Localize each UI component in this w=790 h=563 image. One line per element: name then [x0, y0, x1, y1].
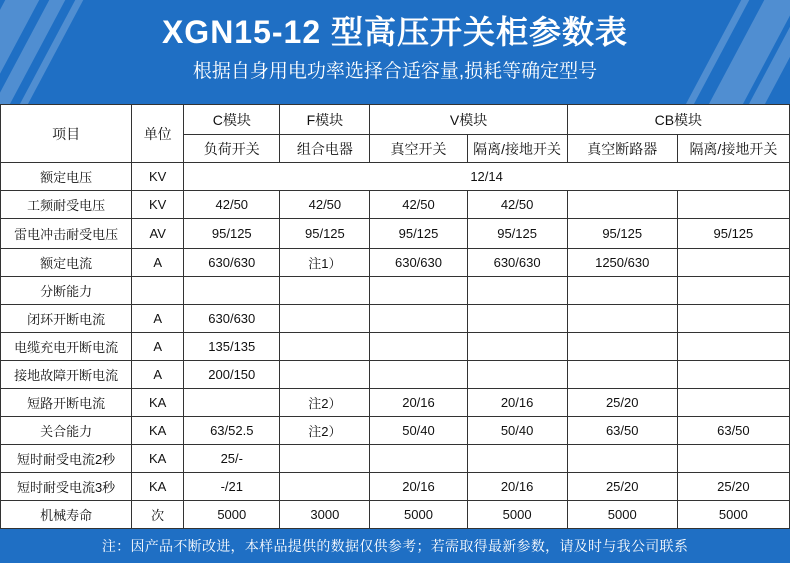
header-v-module: V模块 — [370, 105, 567, 135]
row-unit: A — [132, 361, 184, 389]
row-value: 25/20 — [567, 473, 677, 501]
row-unit: KA — [132, 417, 184, 445]
header-item: 项目 — [1, 105, 132, 163]
header-c-sub: 负荷开关 — [184, 135, 280, 163]
header-v1-sub: 真空开关 — [370, 135, 467, 163]
row-unit: KA — [132, 445, 184, 473]
row-value — [370, 305, 467, 333]
row-label: 额定电流 — [1, 249, 132, 277]
row-value — [184, 277, 280, 305]
row-value — [567, 361, 677, 389]
row-value: 50/40 — [370, 417, 467, 445]
row-value: 25/20 — [567, 389, 677, 417]
table-row — [1, 445, 790, 473]
row-unit: KA — [132, 473, 184, 501]
specification-table — [0, 104, 790, 529]
row-value: 50/40 — [467, 417, 567, 445]
row-unit: KV — [132, 191, 184, 219]
row-value — [184, 389, 280, 417]
row-value: 42/50 — [184, 191, 280, 219]
row-value — [677, 361, 789, 389]
row-value: 63/50 — [677, 417, 789, 445]
page-subtitle: 根据自身用电功率选择合适容量,损耗等确定型号 — [192, 61, 598, 82]
page-title: XGN15-12 型高压开关柜参数表 — [161, 14, 629, 50]
row-value: 95/125 — [370, 219, 467, 249]
table-header — [1, 105, 790, 163]
row-value: 95/125 — [280, 219, 370, 249]
row-value — [677, 305, 789, 333]
table-row — [1, 389, 790, 417]
row-value — [567, 277, 677, 305]
row-value — [567, 445, 677, 473]
row-value: 42/50 — [370, 191, 467, 219]
header-f-sub: 组合电器 — [280, 135, 370, 163]
table-row — [1, 333, 790, 361]
row-value — [467, 445, 567, 473]
row-label: 闭环开断电流 — [1, 305, 132, 333]
row-value: 20/16 — [370, 389, 467, 417]
row-value — [467, 361, 567, 389]
row-value — [280, 473, 370, 501]
row-value: 630/630 — [184, 249, 280, 277]
row-label: 电缆充电开断电流 — [1, 333, 132, 361]
header-c-module: C模块 — [184, 105, 280, 135]
row-value — [370, 445, 467, 473]
row-value — [567, 191, 677, 219]
table-header-row-top — [1, 105, 790, 135]
row-label: 分断能力 — [1, 277, 132, 305]
row-value: 63/52.5 — [184, 417, 280, 445]
header-cb1-sub: 真空断路器 — [567, 135, 677, 163]
header-cb-module: CB模块 — [567, 105, 789, 135]
row-value — [280, 333, 370, 361]
table-row — [1, 163, 790, 191]
row-unit — [132, 277, 184, 305]
header-f-module: F模块 — [280, 105, 370, 135]
row-value — [280, 445, 370, 473]
row-label: 短时耐受电流3秒 — [1, 473, 132, 501]
row-value — [467, 305, 567, 333]
row-value: 25/20 — [677, 473, 789, 501]
row-value: 5000 — [184, 501, 280, 529]
table-row — [1, 219, 790, 249]
row-value: 95/125 — [567, 219, 677, 249]
row-value: 3000 — [280, 501, 370, 529]
row-unit: A — [132, 249, 184, 277]
row-value — [467, 277, 567, 305]
row-label: 额定电压 — [1, 163, 132, 191]
row-value: 630/630 — [184, 305, 280, 333]
row-value: 5000 — [567, 501, 677, 529]
row-label: 工频耐受电压 — [1, 191, 132, 219]
footer-note: 注：因产品不断改进，本样品提供的数据仅供参考；若需取得最新参数，请及时与我公司联系 — [0, 529, 790, 563]
table-row — [1, 191, 790, 219]
table-row — [1, 277, 790, 305]
row-unit: KV — [132, 163, 184, 191]
table-row — [1, 249, 790, 277]
row-value — [677, 249, 789, 277]
row-value — [677, 333, 789, 361]
row-value: 95/125 — [677, 219, 789, 249]
row-value: 630/630 — [467, 249, 567, 277]
row-unit: KA — [132, 389, 184, 417]
row-value — [677, 389, 789, 417]
row-value: 95/125 — [184, 219, 280, 249]
row-label: 短时耐受电流2秒 — [1, 445, 132, 473]
row-value — [677, 445, 789, 473]
page-header — [0, 0, 790, 104]
row-label: 接地故障开断电流 — [1, 361, 132, 389]
row-value: 42/50 — [280, 191, 370, 219]
row-value — [370, 361, 467, 389]
row-value: 5000 — [467, 501, 567, 529]
row-value — [370, 277, 467, 305]
row-value — [467, 333, 567, 361]
row-value: 注1） — [280, 249, 370, 277]
row-unit: AV — [132, 219, 184, 249]
row-value: 5000 — [677, 501, 789, 529]
row-value: 135/135 — [184, 333, 280, 361]
row-value: 20/16 — [370, 473, 467, 501]
row-value — [567, 305, 677, 333]
row-value: 20/16 — [467, 389, 567, 417]
header-v2-sub: 隔离/接地开关 — [467, 135, 567, 163]
row-value: 1250/630 — [567, 249, 677, 277]
row-value-merged: 12/14 — [184, 163, 790, 191]
row-value: 42/50 — [467, 191, 567, 219]
table-row — [1, 473, 790, 501]
row-unit: A — [132, 333, 184, 361]
row-value: 注2） — [280, 389, 370, 417]
row-value: 95/125 — [467, 219, 567, 249]
row-label: 短路开断电流 — [1, 389, 132, 417]
table-row — [1, 361, 790, 389]
header-unit: 单位 — [132, 105, 184, 163]
row-value — [280, 305, 370, 333]
row-value: 200/150 — [184, 361, 280, 389]
table-body — [1, 163, 790, 529]
row-value — [280, 361, 370, 389]
row-value: 63/50 — [567, 417, 677, 445]
row-value — [677, 277, 789, 305]
row-value: 注2） — [280, 417, 370, 445]
row-value — [280, 277, 370, 305]
row-value: 5000 — [370, 501, 467, 529]
row-value — [370, 333, 467, 361]
row-unit: A — [132, 305, 184, 333]
row-value: -/21 — [184, 473, 280, 501]
row-label: 关合能力 — [1, 417, 132, 445]
row-value — [567, 333, 677, 361]
table-row — [1, 417, 790, 445]
row-label: 机械寿命 — [1, 501, 132, 529]
row-value — [677, 191, 789, 219]
header-cb2-sub: 隔离/接地开关 — [677, 135, 789, 163]
table-row — [1, 501, 790, 529]
row-value: 20/16 — [467, 473, 567, 501]
row-unit: 次 — [132, 501, 184, 529]
table-row — [1, 305, 790, 333]
row-value: 630/630 — [370, 249, 467, 277]
row-label: 雷电冲击耐受电压 — [1, 219, 132, 249]
row-value: 25/- — [184, 445, 280, 473]
